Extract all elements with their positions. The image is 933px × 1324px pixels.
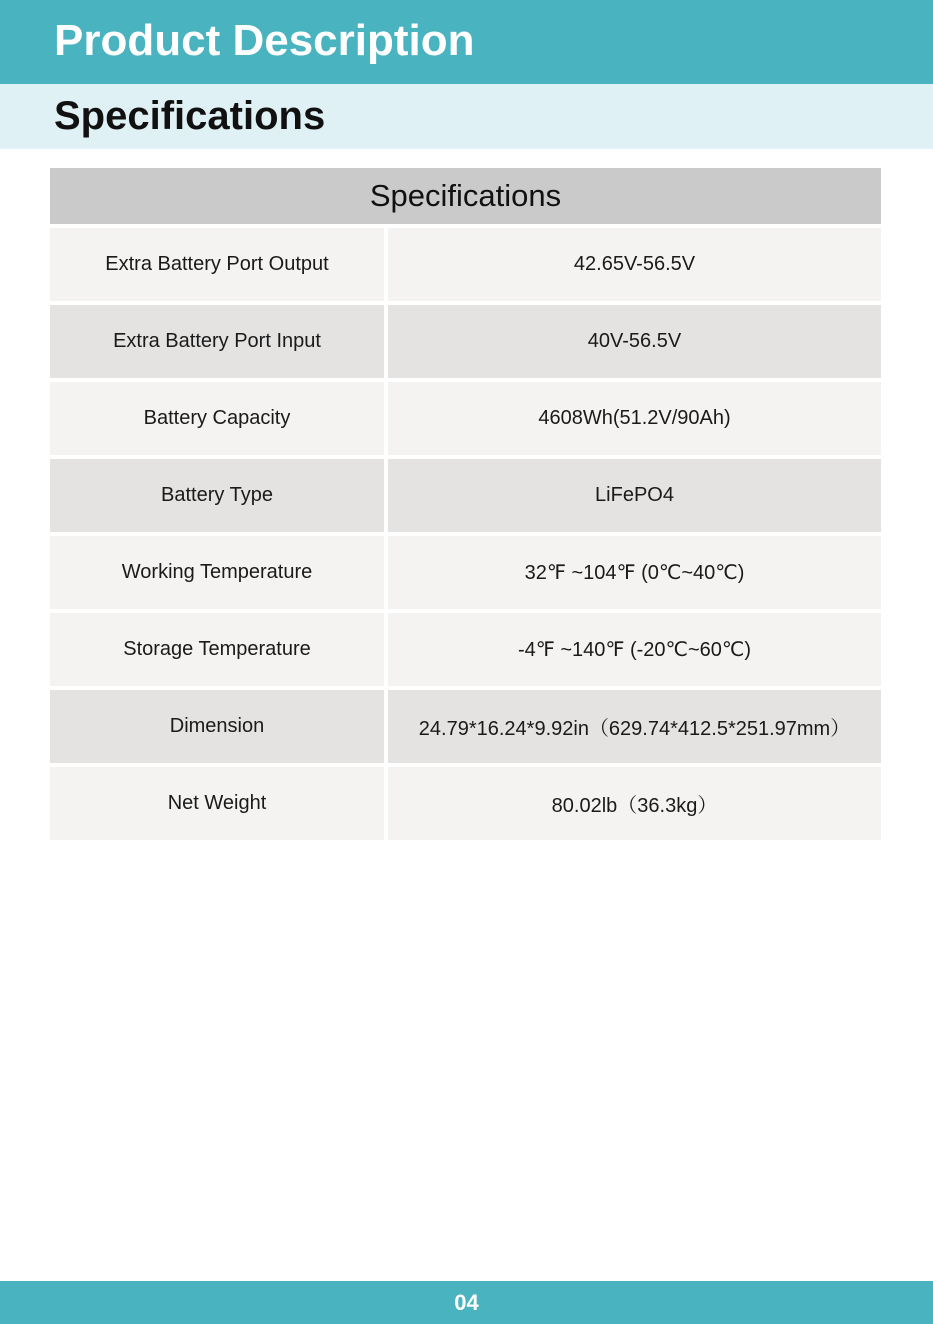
page-number: 04 [454, 1289, 479, 1315]
spec-label: Battery Type [50, 459, 384, 532]
spec-value: LiFePO4 [388, 459, 881, 532]
header-bar [0, 0, 933, 84]
table-row [50, 690, 881, 763]
spec-value: -4℉ ~140℉ (-20℃~60℃) [388, 613, 881, 686]
table-row [50, 382, 881, 455]
spec-value: 24.79*16.24*9.92in（629.74*412.5*251.97mm） [388, 690, 881, 763]
spec-label: Dimension [50, 690, 384, 763]
footer-bar [0, 1281, 933, 1324]
spec-label: Battery Capacity [50, 382, 384, 455]
table-row [50, 536, 881, 609]
table-row [50, 459, 881, 532]
table-header: Specifications [50, 168, 881, 224]
section-title: Specifications [54, 94, 326, 138]
table-row [50, 613, 881, 686]
table-row [50, 228, 881, 301]
spec-label: Net Weight [50, 767, 384, 840]
spec-value: 4608Wh(51.2V/90Ah) [388, 382, 881, 455]
specifications-table [50, 168, 881, 840]
spec-label: Storage Temperature [50, 613, 384, 686]
section-bar [0, 84, 933, 149]
page-title: Product Description [54, 16, 475, 65]
spec-value: 42.65V-56.5V [388, 228, 881, 301]
spec-value: 32℉ ~104℉ (0℃~40℃) [388, 536, 881, 609]
table-row [50, 767, 881, 840]
spec-value: 40V-56.5V [388, 305, 881, 378]
spec-label: Working Temperature [50, 536, 384, 609]
spec-value: 80.02lb（36.3kg） [388, 767, 881, 840]
spec-label: Extra Battery Port Output [50, 228, 384, 301]
spec-label: Extra Battery Port Input [50, 305, 384, 378]
table-row [50, 305, 881, 378]
